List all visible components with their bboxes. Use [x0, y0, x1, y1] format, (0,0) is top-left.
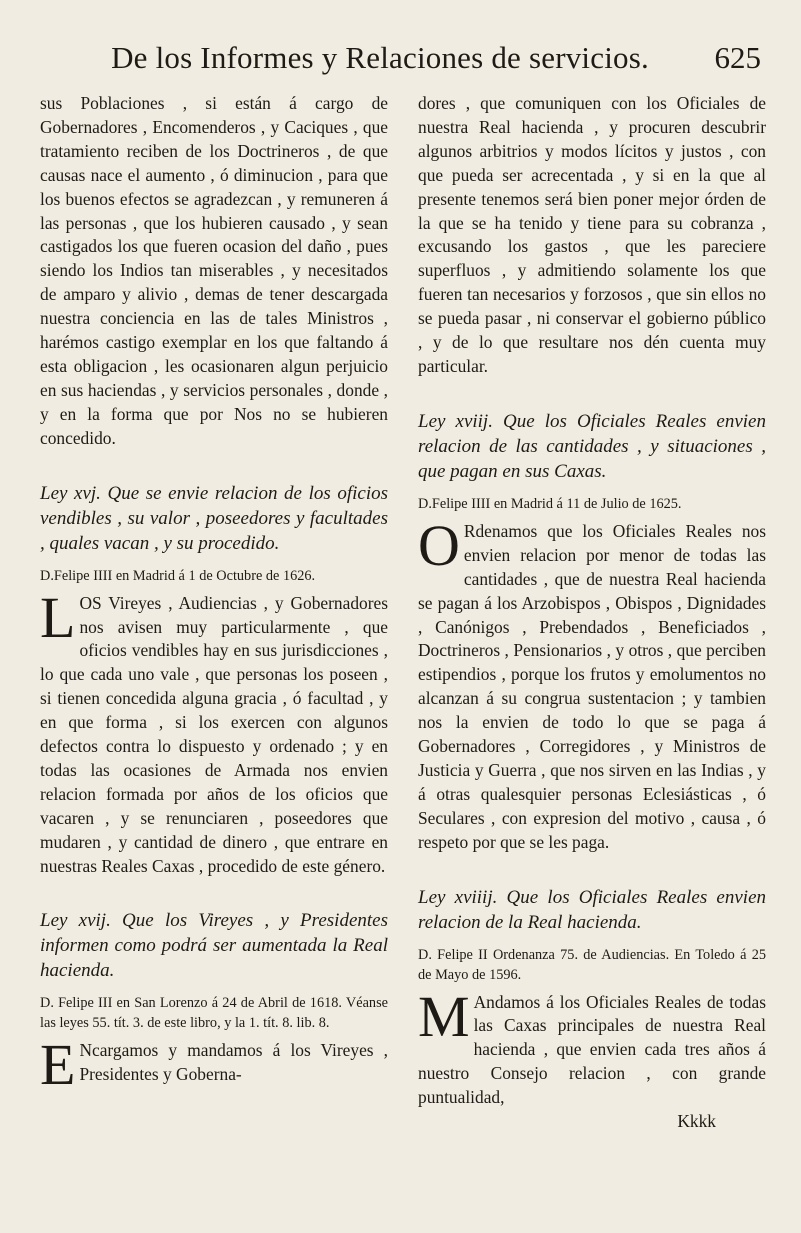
page-number: 625 [714, 40, 761, 75]
law-xviiij-date: D. Felipe II Ordenanza 75. de Audiencias. En Toledo á 25 de Mayo de 1596. [418, 946, 766, 983]
law-xvij-body-paragraph [40, 1032, 388, 1098]
law-xviiij-body-paragraph [418, 983, 766, 1111]
law-xvj-body: OS Vireyes , Audiencias , y Gobernadores nos avisen muy particularmente , que oficios vendibles hay en sus jurisdicciones , lo que cada uno vale , que personas los poseen , si tienen concedida alguna gracia , ó facultad , y en que forma , si los exercen con algunos defectos contra lo dispuesto y ordenado ; y en todas las ocasiones de Armada nos envien relacion formada por años de los oficios que vacaren , y se renunciaren , poseedores que mudaren , y cantidad de dinero , que entrare en nuestras Reales Caxas , procedido de este género. [40, 592, 388, 876]
law-xvij-body: Ncargamos y mandamos á los Vireyes , Presidentes y Goberna- [79, 1040, 388, 1085]
law-xvj-body-paragraph [40, 584, 388, 879]
law-xvij-title: Ley xvij. Que los Vireyes , y Presidentes informen como podrá ser aumentada la Real hacienda. [40, 910, 388, 982]
law-xviij-date: D.Felipe IIII en Madrid á 11 de Julio de 1625. [418, 495, 682, 512]
running-title: De los Informes y Relaciones de servicios. [111, 40, 649, 75]
left-column [40, 92, 388, 1098]
right-column [418, 92, 766, 1132]
law-xviiij-body: Andamos á los Oficiales Reales de todas las Caxas principales de nuestra Real hacienda , que envien cada tres años á nuestro Consejo relacion , con grande puntualidad, [418, 991, 766, 1108]
catchword: Kkkk [677, 1111, 716, 1132]
law-xvj-date: D.Felipe IIII en Madrid á 1 de Octubre de 1626. [40, 567, 316, 584]
law-xviij-dropcap: O [418, 512, 460, 578]
law-xvj-title: Ley xvj. Que se envie relacion de los oficios vendibles , su valor , poseedores y facultades , quales vacan , y su procedido. [40, 482, 388, 554]
law-xviiij-dropcap: M [418, 983, 470, 1049]
law-xviij-title: Ley xviij. Que los Oficiales Reales envien relacion de las cantidades , y situaciones , que pagan en sus Caxas. [418, 410, 766, 482]
running-head [0, 40, 801, 90]
law-xvij-dropcap: E [40, 1032, 76, 1098]
law-xviij-body: Rdenamos que los Oficiales Reales nos envien relacion por menor de todas las cantidades , que de nuestra Real hacienda se pagan á los Arzobispos , Obispos , Dignidades , Canónigos , Prebendados , Beneficiados , Doctrineros , Pensionarios , y otros , que perciben estipendios , porque los frutos y emolumentos no alcanzan á su congrua sustentacion ; y tambien nos la envien de todo lo que se paga á Gobernadores , Corregidores , y Ministros de Justicia y Guerra , que nos sirven en las Indias , y á otras qualesquier personas Eclesiásticas , ó Seculares , con expresion del motivo , causa , ó respeto por que se les paga. [418, 520, 766, 852]
law-xviij-body-paragraph [418, 512, 766, 855]
intro-paragraph: sus Poblaciones , si están á cargo de Gobernadores , Encomenderos , y Caciques , que tratamiento reciben de los Doctrineros , de que causas nace el aumento , ó diminucion , para que los buenos efectos se agradezcan , y remuneren á las personas , que los hubieren causado , y sean castigados los que fueren ocasion del daño , pues siendo los Indios tan miserables , y necesitados de amparo y alivio , demas de tener descargada nuestra conciencia en las de tales Ministros , harémos castigo exemplar en los que faltando á esta obligacion , les ocasionaren algun perjuicio en sus haciendas , y servicios personales , donde , y en la forma que por Nos no se hubieren concedido. [40, 93, 388, 448]
continued-paragraph: dores , que comuniquen con los Oficiales de nuestra Real hacienda , y procuren descubrir algunos arbitrios y modos lícitos y justos , con que pueda ser acrecentada , y si en la que al presente tenemos será bien poner mejor órden de la que se ha tenido y tiene para su cobranza , excusando los gastos , que les pareciere superfluos , y admitiendo solamente los que fueren tan necesarios y forzosos , que sin ellos no se pueda pasar , ni conservar el gobierno público , y de lo que resultare nos dén cuenta muy particular. [418, 93, 766, 376]
law-xvj-dropcap: L [40, 584, 76, 650]
law-xviiij-title: Ley xviiij. Que los Oficiales Reales envien relacion de la Real hacienda. [418, 886, 766, 933]
law-xvij-date: D. Felipe III en San Lorenzo á 24 de Abril de 1618. Véanse las leyes 55. tít. 3. de este libro, y la 1. tít. 8. lib. 8. [40, 995, 388, 1032]
